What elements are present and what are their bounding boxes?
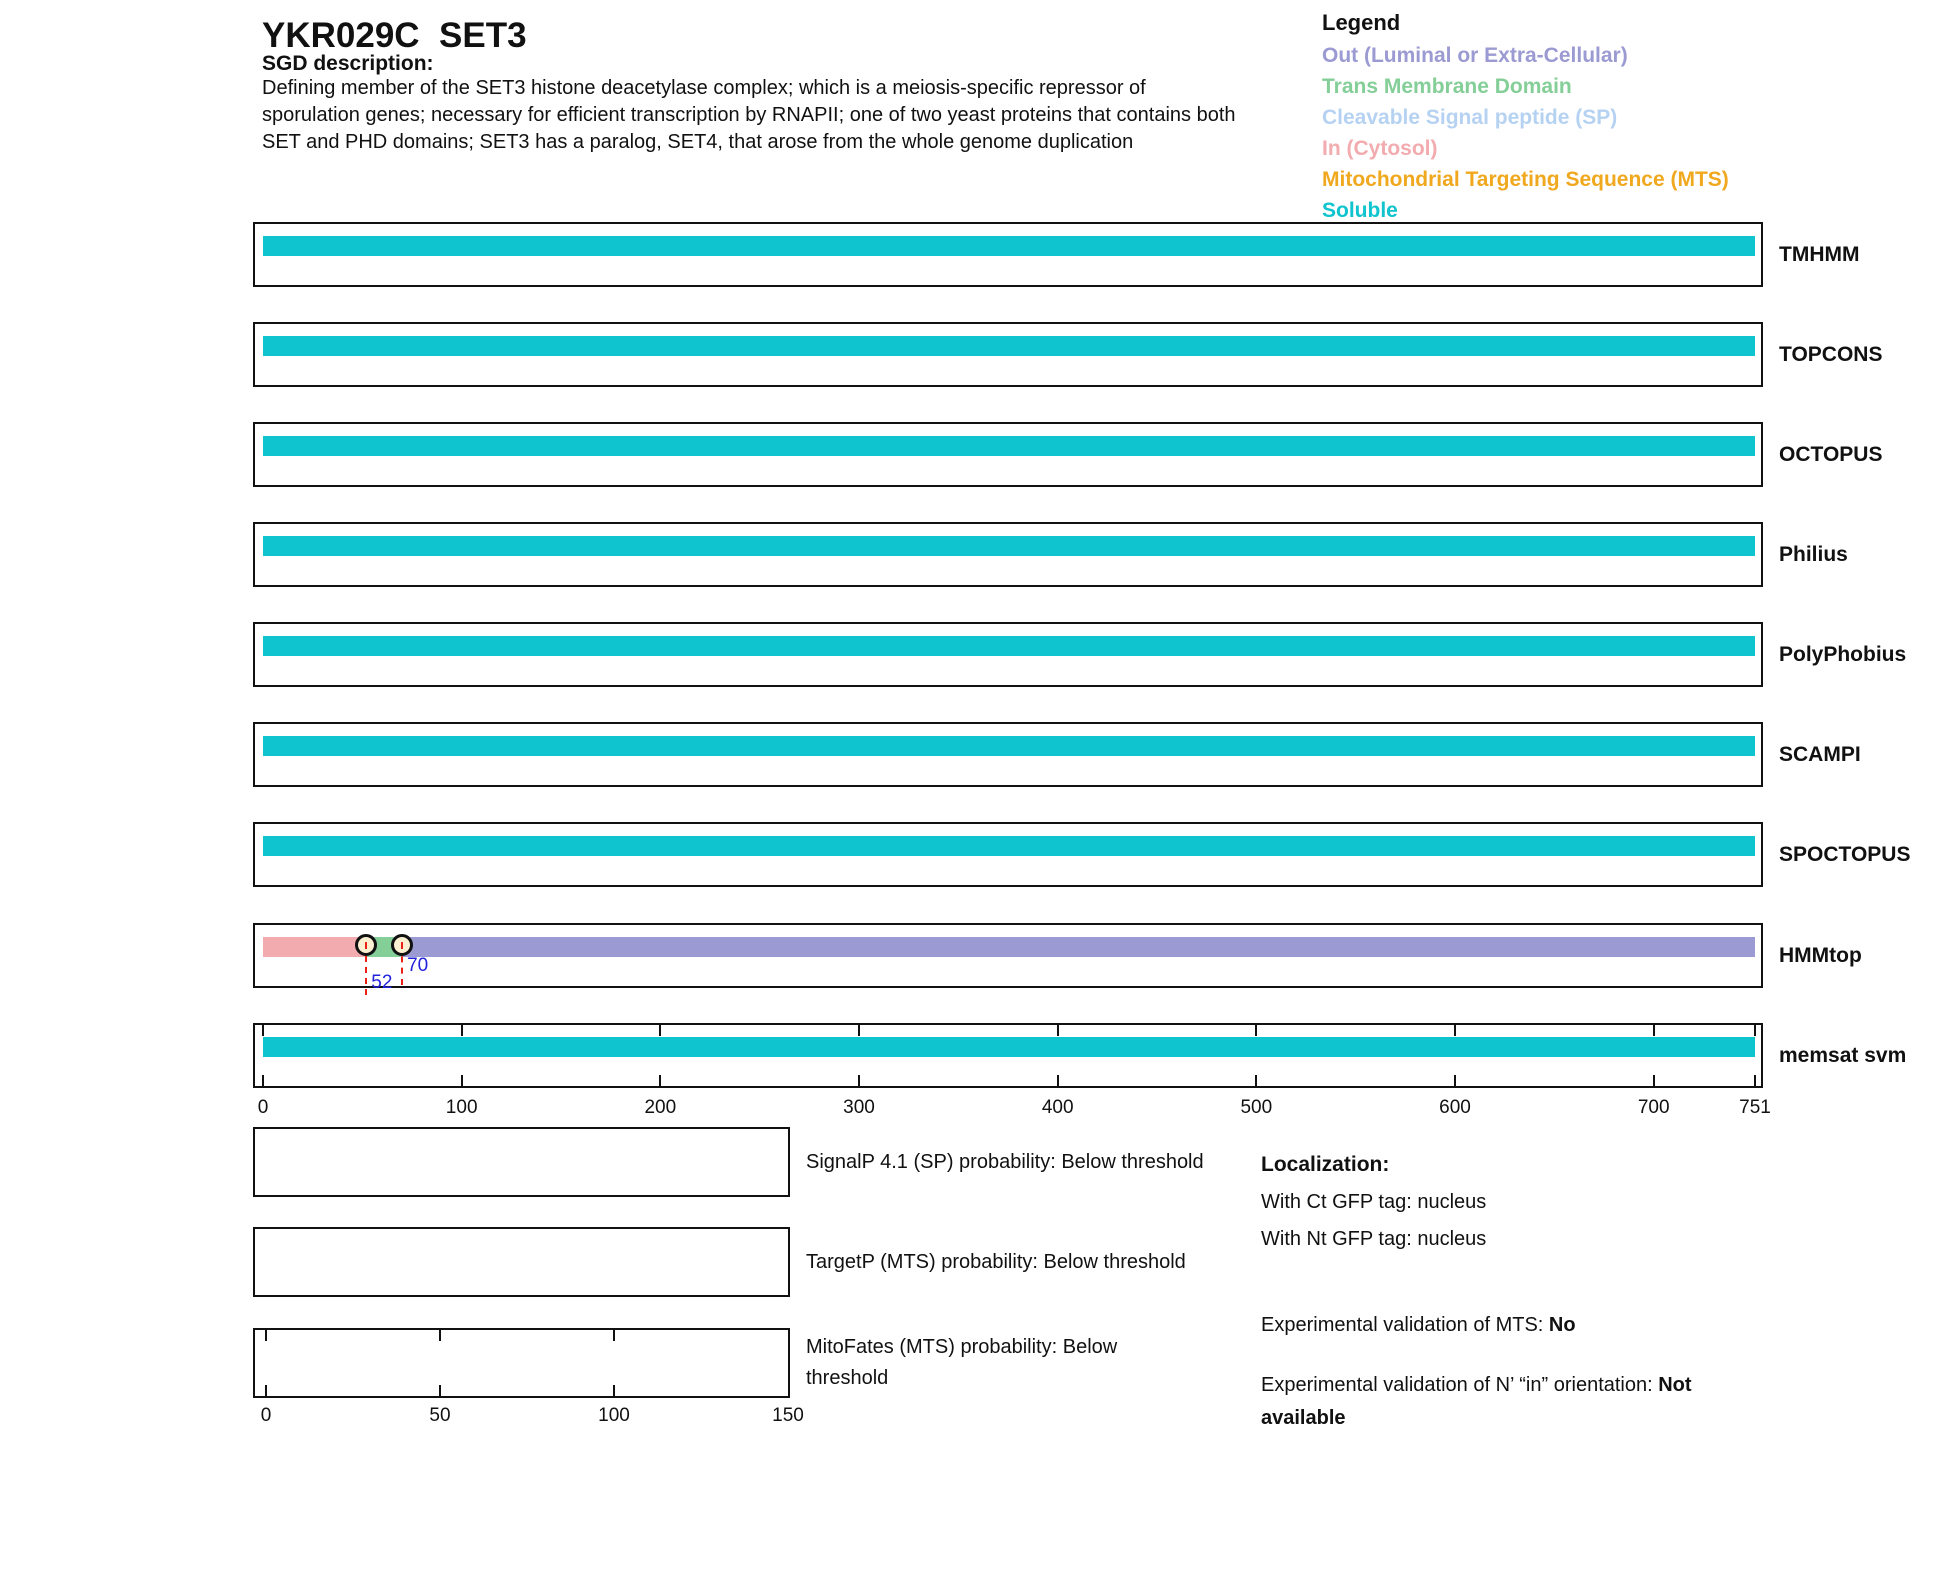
localization-ct-gfp: With Ct GFP tag: nucleus	[1261, 1191, 1487, 1213]
page-title: YKR029C SET3	[262, 16, 527, 55]
axis-tick	[1057, 1025, 1059, 1036]
axis-tick	[1754, 1025, 1756, 1036]
axis-tick	[439, 1385, 441, 1396]
segment-soluble	[263, 736, 1755, 756]
axis-tick	[858, 1025, 860, 1036]
axis-tick	[613, 1330, 615, 1341]
marker-dash-icon	[365, 942, 367, 949]
residue-axis-tick-label: 200	[644, 1097, 677, 1118]
segment-soluble	[263, 1037, 1755, 1057]
residue-axis-tick-label: 751	[1739, 1097, 1771, 1118]
marker-dash-icon	[401, 942, 403, 949]
axis-tick	[262, 1025, 264, 1036]
probability-axis-tick-label: 50	[429, 1405, 451, 1426]
axis-tick	[1653, 1025, 1655, 1036]
legend	[1322, 6, 1729, 226]
sgd-description-text	[262, 75, 1236, 156]
axis-tick	[1754, 1075, 1756, 1086]
track-box-scampi	[253, 722, 1763, 787]
sgd-description-label: SGD description:	[262, 52, 434, 75]
segment-soluble	[263, 836, 1755, 856]
track-box-spoctopus	[253, 822, 1763, 887]
position-label: 52	[371, 972, 393, 993]
track-label-octopus: OCTOPUS	[1779, 443, 1883, 466]
legend-item-soluble: Soluble	[1322, 199, 1398, 222]
track-box-philius	[253, 522, 1763, 587]
track-label-polyphobius: PolyPhobius	[1779, 643, 1907, 666]
orientation-validation-value: Not available	[1261, 1374, 1692, 1429]
probability-axis-tick-label: 100	[598, 1405, 630, 1426]
axis-tick	[659, 1075, 661, 1086]
track-box-octopus	[253, 422, 1763, 487]
position-marker	[391, 934, 413, 956]
axis-tick	[1454, 1025, 1456, 1036]
axis-tick	[1255, 1075, 1257, 1086]
localization-nt-gfp: With Nt GFP tag: nucleus	[1261, 1228, 1487, 1250]
legend-items	[1322, 40, 1729, 226]
segment-soluble	[263, 436, 1755, 456]
legend-item-tm: Trans Membrane Domain	[1322, 75, 1572, 98]
orientation-validation-line	[1261, 1369, 1761, 1435]
track-label-spoctopus: SPOCTOPUS	[1779, 843, 1911, 866]
legend-item-in: In (Cytosol)	[1322, 137, 1438, 160]
residue-axis-tick-label: 0	[257, 1097, 269, 1118]
segment-soluble	[263, 536, 1755, 556]
axis-tick	[1454, 1075, 1456, 1086]
segment-soluble	[263, 636, 1755, 656]
probability-axis-tick-label: 0	[260, 1405, 272, 1426]
track-box-tmhmm	[253, 222, 1763, 287]
segment-soluble	[263, 236, 1755, 256]
axis-tick	[265, 1330, 267, 1341]
track-box-hmmtop	[253, 923, 1763, 993]
probability-panel-box-1	[253, 1127, 790, 1197]
track-label-scampi: SCAMPI	[1779, 743, 1861, 766]
residue-axis-tick-label: 100	[445, 1097, 478, 1118]
position-label: 70	[407, 955, 429, 976]
track-label-hmmtop: HMMtop	[1779, 944, 1862, 967]
axis-tick	[1653, 1075, 1655, 1086]
residue-axis-tick-label: 600	[1439, 1097, 1471, 1118]
segment-out	[402, 937, 1755, 957]
probability-panel-box-3	[253, 1328, 790, 1398]
residue-axis-tick-label: 300	[843, 1097, 875, 1118]
residue-axis-tick-label: 500	[1240, 1097, 1273, 1118]
axis-tick	[265, 1385, 267, 1396]
probability-panel-label-2: TargetP (MTS) probability: Below threshold	[806, 1250, 1186, 1273]
probability-panel-label-1: SignalP 4.1 (SP) probability: Below threshold	[806, 1150, 1204, 1173]
sgd-description-line-1: Defining member of the SET3 histone deacetylase complex; which is a meiosis-specific repressor of	[262, 77, 1146, 99]
sgd-description-line-3: SET and PHD domains; SET3 has a paralog, SET4, that arose from the whole genome duplication	[262, 131, 1134, 153]
track-label-tmhmm: TMHMM	[1779, 243, 1860, 266]
legend-item-mts: Mitochondrial Targeting Sequence (MTS)	[1322, 168, 1729, 191]
legend-item-sp: Cleavable Signal peptide (SP)	[1322, 106, 1618, 129]
track-box-polyphobius	[253, 622, 1763, 687]
sgd-description-line-2: sporulation genes; necessary for efficient transcription by RNAPII; one of two yeast proteins that contains both	[262, 104, 1236, 126]
segment-soluble	[263, 336, 1755, 356]
residue-axis-tick-label: 400	[1041, 1097, 1074, 1118]
axis-tick	[1057, 1075, 1059, 1086]
track-box-topcons	[253, 322, 1763, 387]
probability-axis-tick-label: 150	[772, 1405, 804, 1426]
axis-tick	[613, 1385, 615, 1396]
track-label-memsat-svm: memsat svm	[1779, 1044, 1907, 1067]
mts-validation-line	[1261, 1309, 1576, 1342]
mts-validation-value: No	[1548, 1314, 1576, 1336]
axis-tick	[262, 1075, 264, 1086]
orientation-validation-prefix: Experimental validation of N’ “in” orientation:	[1261, 1374, 1659, 1396]
legend-title: Legend	[1322, 10, 1401, 35]
axis-tick	[858, 1075, 860, 1086]
axis-tick	[439, 1330, 441, 1341]
segment-in	[263, 937, 366, 957]
probability-panel-label-3: MitoFates (MTS) probability: Below threshold	[806, 1336, 1118, 1389]
residue-axis-tick-label: 700	[1637, 1097, 1670, 1118]
localization-title: Localization:	[1261, 1153, 1390, 1176]
axis-tick	[461, 1075, 463, 1086]
probability-panel-box-2	[253, 1227, 790, 1297]
legend-item-out: Out (Luminal or Extra-Cellular)	[1322, 44, 1628, 67]
axis-tick	[659, 1025, 661, 1036]
axis-tick	[461, 1025, 463, 1036]
axis-tick	[1255, 1025, 1257, 1036]
track-label-philius: Philius	[1779, 543, 1848, 566]
track-label-topcons: TOPCONS	[1779, 343, 1883, 366]
mts-validation-prefix: Experimental validation of MTS:	[1261, 1314, 1549, 1336]
track-box-memsat-svm	[253, 1023, 1763, 1088]
